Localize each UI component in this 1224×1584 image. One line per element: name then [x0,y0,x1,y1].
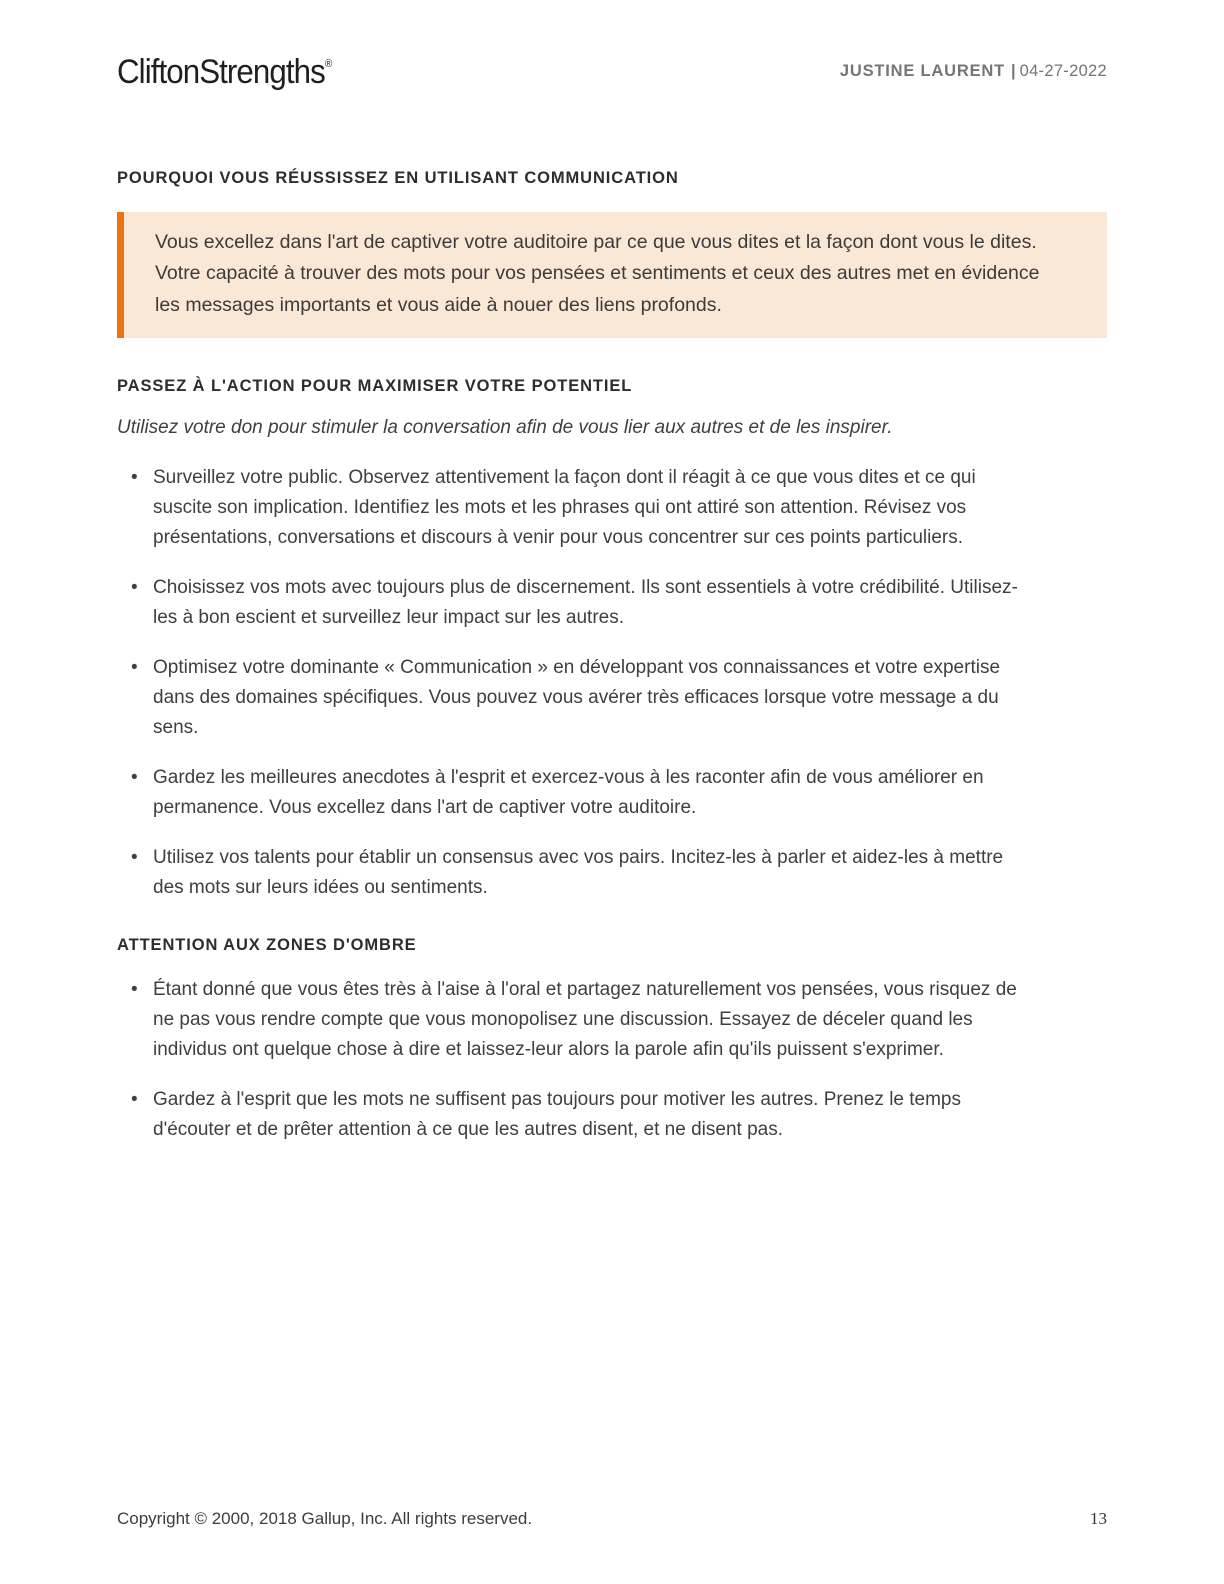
list-item: • Gardez les meilleures anecdotes à l'esprit et exercez-vous à les raconter afin de vous améliorer en permanence. Vous excellez dans l'art de captiver votre auditoire. [131,763,1029,823]
section-heading-take-action: PASSEZ À L'ACTION POUR MAXIMISER VOTRE POTENTIEL [117,377,633,396]
report-date: 04-27-2022 [1019,62,1107,80]
list-item: • Gardez à l'esprit que les mots ne suffisent pas toujours pour motiver les autres. Prenez le temps d'écouter et de prêter attention à ce que les autres disent, et ne disent pas. [131,1085,1029,1145]
take-action-intro: Utilisez votre don pour stimuler la conversation afin de vous lier aux autres et de les inspirer. [117,417,893,439]
page-footer [117,1509,1107,1529]
report-content [117,169,1107,1146]
list-item: • Utilisez vos talents pour établir un consensus avec vos pairs. Incitez-les à parler et aidez-les à mettre des mots sur leurs idées ou sentiments. [131,843,1029,903]
list-item: • Étant donné que vous êtes très à l'aise à l'oral et partagez naturellement vos pensées, vous risquez de ne pas vous rendre compte que vous monopolisez une discussion. Essayez de déceler quand les individus ont quelque chose à dire et laissez-leur alors la parole afin qu'ils puissent s'exprimer. [131,975,1029,1065]
user-name: JUSTINE LAURENT [839,62,1005,80]
registered-trademark-symbol: ® [324,57,333,70]
list-item: • Surveillez votre public. Observez attentivement la façon dont il réagit à ce que vous dites et ce qui suscite son implication. Identifiez les mots et les phrases qui ont attiré son attention. Révisez vos présentations, conversations et discours à venir pour vous concentrer sur ces points particuliers. [131,463,1029,553]
page-header [117,52,1107,93]
section-heading-why-you-succeed: POURQUOI VOUS RÉUSSISSEZ EN UTILISANT COMMUNICATION [117,168,679,187]
header-user-date [840,62,1107,81]
take-action-bullet-list [117,463,1029,903]
strength-insight-text: Vous excellez dans l'art de captiver votre auditoire par ce que vous dites et la façon dont vous le dites. Votre capacité à trouver des mots pour vos pensées et sentiments et ceux des autres met en évidence les messages importants et vous aide à nouer des liens profonds. [155,230,1040,316]
copyright-notice: Copyright © 2000, 2018 Gallup, Inc. All rights reserved. [117,1509,533,1528]
strength-insight-box [117,212,1107,339]
logo-text: CliftonStrengths [117,53,325,91]
cliftonstrengths-logo [117,52,332,93]
blind-spots-bullet-list [117,975,1029,1145]
page-number: 13 [1090,1509,1107,1528]
header-separator: | [1010,62,1016,80]
list-item: • Optimisez votre dominante « Communication » en développant vos connaissances et votre expertise dans des domaines spécifiques. Vous pouvez vous avérer très efficaces lorsque votre message a du sens. [131,653,1029,743]
list-item: • Choisissez vos mots avec toujours plus de discernement. Ils sont essentiels à votre crédibilité. Utilisez-les à bon escient et surveillez leur impact sur les autres. [131,573,1029,633]
section-heading-blind-spots: ATTENTION AUX ZONES D'OMBRE [117,936,417,955]
